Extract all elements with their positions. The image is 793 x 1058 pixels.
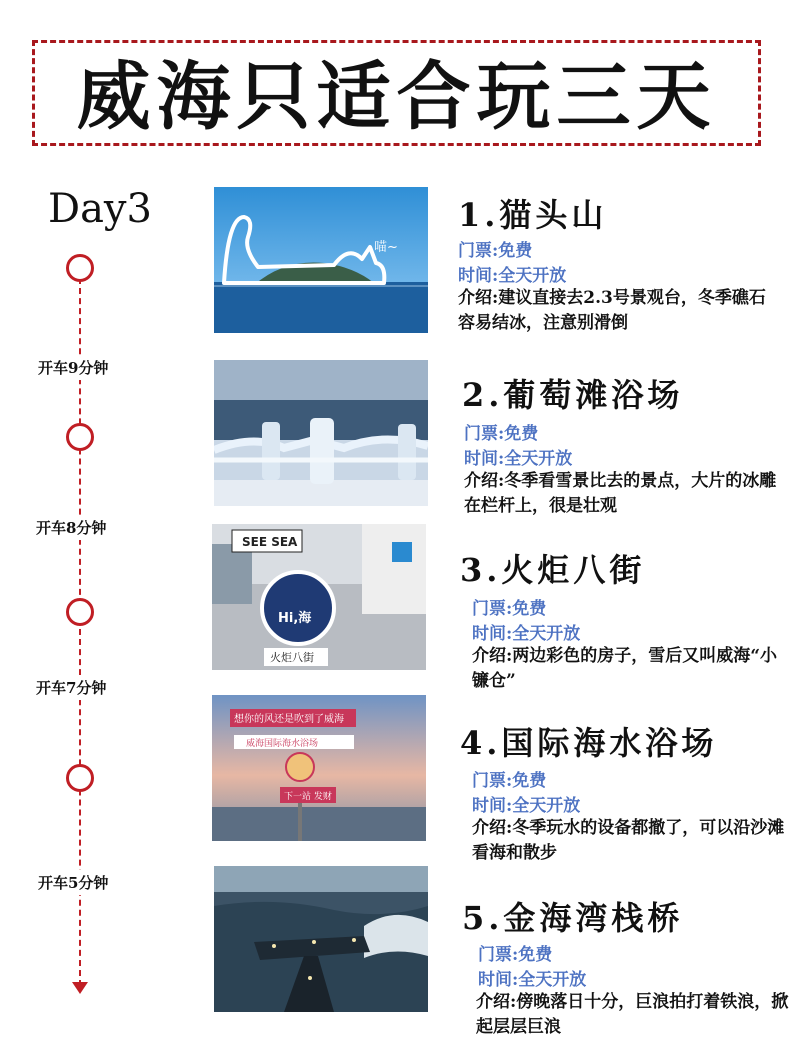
photo-sign-text: 威海国际海水浴场: [246, 739, 319, 749]
spot-ticket: 门票:免费: [472, 599, 547, 619]
photo-huojubajie: [212, 524, 426, 670]
photo-putaotan: [214, 360, 428, 506]
photo-jinhaiwan: [214, 866, 428, 1012]
photo-caption: 喵~: [374, 240, 398, 255]
drive-time: 开车8分钟: [36, 515, 106, 540]
photo-badge-text: Hi,海: [278, 611, 312, 626]
spot-hours: 时间:全天开放: [472, 796, 581, 816]
spot-title: 3.火炬八街: [460, 551, 646, 589]
timeline-node: [66, 598, 94, 626]
spot-intro: 介绍:建议直接去2.3号景观台，冬季礁石容易结冰，注意别滑倒: [458, 288, 766, 333]
spot-hours: 时间:全天开放: [472, 624, 581, 644]
timeline-node: [66, 764, 94, 792]
spot-intro: 介绍:冬季看雪景比去的景点，大片的冰雕在栏杆上，很是壮观: [464, 471, 777, 516]
spot-ticket: 门票:免费: [472, 771, 547, 791]
spot-intro: 介绍:冬季玩水的设备都撤了，可以沿沙滩看海和散步: [472, 818, 785, 863]
spot-hours: 时间:全天开放: [464, 449, 573, 469]
photo-plate-text: 火炬八街: [270, 651, 314, 664]
day-label: Day3: [48, 186, 152, 232]
photo-sign-text: SEE SEA: [242, 535, 298, 549]
drive-time: 开车9分钟: [38, 355, 108, 380]
spot-ticket: 门票:免费: [478, 945, 553, 965]
drive-time: 开车5分钟: [38, 870, 108, 895]
spot-title: 5.金海湾栈桥: [462, 899, 684, 937]
page-title: 威海只适合玩三天: [76, 54, 717, 140]
spot-title: 1.猫头山: [458, 196, 608, 234]
spot-hours: 时间:全天开放: [478, 970, 587, 990]
spot-ticket: 门票:免费: [458, 241, 533, 261]
title-frame: [32, 40, 761, 146]
photo-maotoushan: [214, 187, 428, 333]
spot-ticket: 门票:免费: [464, 424, 539, 444]
photo-arrow-text: 下一站 发财: [284, 792, 332, 802]
timeline-arrow-icon: [72, 982, 88, 994]
spot-title: 2.葡萄滩浴场: [462, 376, 684, 414]
photo-banner-text: 想你的风还是吹到了威海: [234, 714, 344, 725]
drive-time: 开车7分钟: [36, 675, 106, 700]
timeline-node: [66, 254, 94, 282]
photo-guojihaishui: [212, 695, 426, 841]
spot-hours: 时间:全天开放: [458, 266, 567, 286]
timeline-node: [66, 423, 94, 451]
spot-intro: 介绍:傍晚落日十分，巨浪拍打着铁浪，掀起层层巨浪: [476, 992, 789, 1037]
spot-intro: 介绍:两边彩色的房子，雪后又叫威海“小镰仓”: [472, 646, 778, 691]
spot-title: 4.国际海水浴场: [460, 724, 718, 762]
